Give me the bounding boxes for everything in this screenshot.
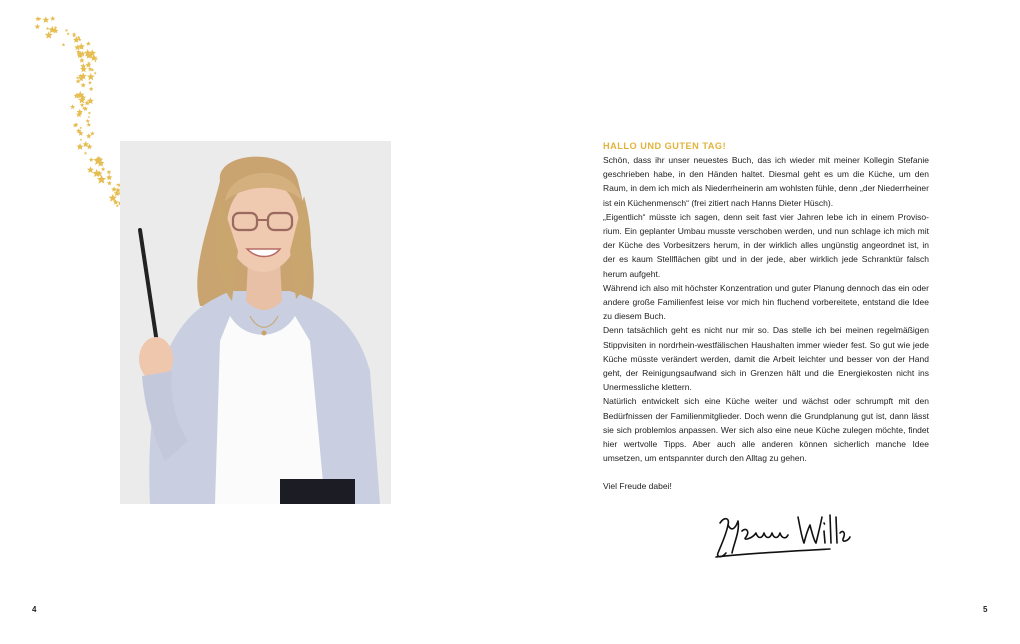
star-icon <box>62 43 66 47</box>
star-icon <box>111 186 117 191</box>
star-icon <box>86 41 91 46</box>
star-icon <box>46 27 49 30</box>
star-icon <box>79 127 82 130</box>
closing-line: Viel Freude dabei! <box>603 481 672 492</box>
paragraph-1: Schön, dass ihr unser neuestes Buch, das ich wieder mit meiner Kollegin Stefanie geschrieben habe, in den Händen haltet. Diesmal geht es um die Küche, um den Raum, in dem ich mich als Niederrheinerin am wohlsten fühle, denn „der Niederrheiner ist ein Küchenmensch“ (frei zitiert nach Hanns Dieter Hüsch). <box>603 155 929 208</box>
star-icon <box>79 58 84 63</box>
star-icon <box>81 82 86 87</box>
star-icon <box>43 16 50 22</box>
star-icon <box>89 87 94 92</box>
section-heading: HALLO UND GUTEN TAG! <box>603 141 727 151</box>
star-icon <box>76 76 79 79</box>
intro-text-block <box>603 140 929 494</box>
paragraph-4: Denn tatsächlich geht es nicht nur mir so. Das stelle ich bei meinen regelmäßigen Stippvisiten in nordrhein-westfälischen Haushalten immer wieder fest. So gut wie jede Küche müsste verändert werden, damit die Arbeit leichter und besser von der Hand geht, der Reinigungsaufwand sich in Grenzen hält und die Energiekosten nicht ins Unermessliche klettern. <box>603 325 929 393</box>
paragraph-3: Während ich also mit höchster Konzentration und guter Planung dennoch das ein oder andere große Familienfest leise vor mich hin fluchend vorbereitete, entstand die Idee zu diesem Buch. <box>603 282 929 322</box>
paragraph-5: Natürlich entwickelt sich eine Küche weiter und wächst oder schrumpft mit den Bedürfnissen der Familienmitglieder. Doch wenn die Grundplanung gut ist, dann lässt sie sich problemlos anpassen. Wer sich also eine neue Küche zulegen möchte, findet hier wertvolle Tipps. Aber auch alle anderen können sicherlich manche Idee umsetzen, um entspannter durch den Alltag zu gehen. <box>603 396 929 464</box>
star-icon <box>89 157 94 162</box>
star-icon <box>67 32 70 35</box>
star-icon <box>73 123 78 128</box>
star-icon <box>90 131 95 135</box>
star-icon <box>50 16 55 21</box>
star-icon <box>92 169 101 177</box>
star-icon <box>107 170 112 175</box>
page-number-left: 4 <box>32 605 37 614</box>
star-icon <box>86 119 90 123</box>
woman-with-magic-wand-icon <box>120 141 391 504</box>
star-icon <box>84 152 87 155</box>
star-icon <box>116 204 119 207</box>
star-icon <box>86 133 91 138</box>
star-icon <box>80 139 83 141</box>
signature-icon <box>712 509 854 561</box>
star-icon <box>88 116 91 118</box>
paragraph-2: „Eigentlich“ müsste ich sagen, denn seit fast vier Jahren lebe ich in einem Provisorium. Ein geplanter Umbau musste verschoben werden, und nun schlage ich mich mit der Küche des Vorbesitzers herum, in der wirklich alles ungünstig angeordnet ist, in der es kaum Stellflächen gibt und in der jede, aber wirklich jede Schranktür falsch herum aufgeht. <box>603 211 929 279</box>
star-icon <box>35 24 41 29</box>
star-icon <box>88 111 91 114</box>
star-icon <box>107 181 112 186</box>
page-number-right: 5 <box>983 605 988 614</box>
star-icon <box>87 73 95 80</box>
star-icon <box>88 81 92 85</box>
star-icon <box>87 123 92 127</box>
star-icon <box>101 167 105 171</box>
star-icon <box>80 103 85 107</box>
star-icon <box>70 104 75 109</box>
star-icon <box>94 60 97 62</box>
star-icon <box>65 29 68 32</box>
star-icon <box>87 166 94 173</box>
star-icon <box>35 16 40 21</box>
star-icon <box>45 31 53 38</box>
star-icon <box>72 33 76 37</box>
star-icon <box>94 72 97 75</box>
portrait-photo <box>120 141 391 504</box>
